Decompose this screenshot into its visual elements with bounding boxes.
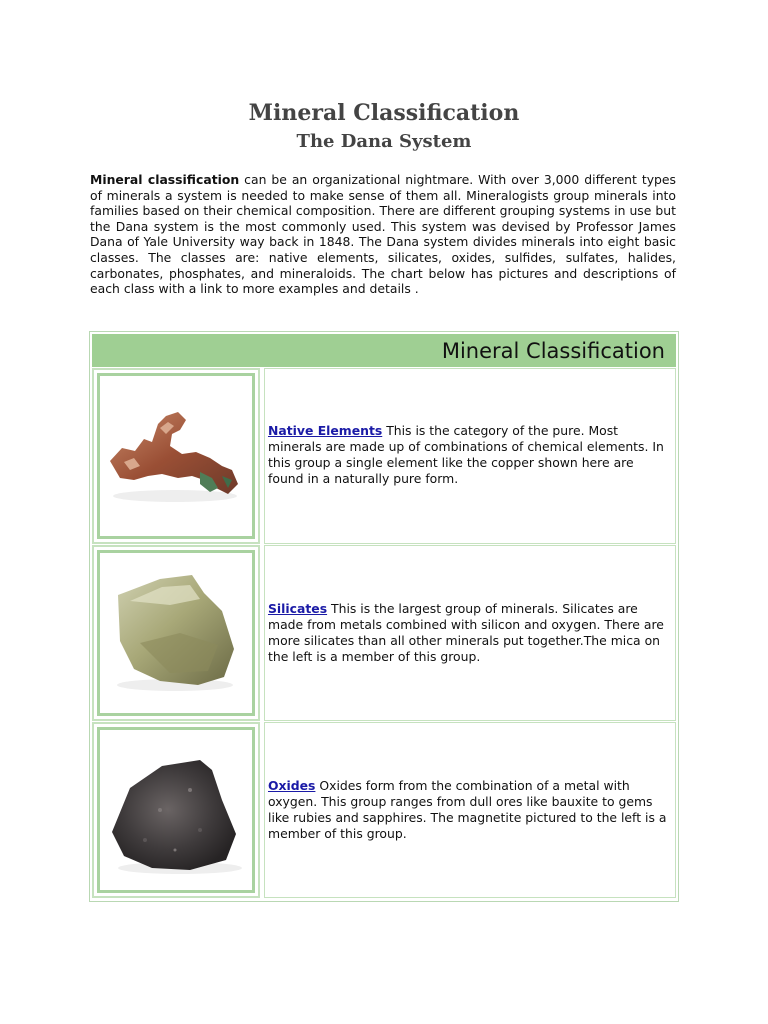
oxides-text-cell — [264, 722, 676, 898]
oxides-link[interactable]: Oxides — [268, 778, 316, 793]
magnetite-specimen-image — [100, 730, 250, 888]
mineral-classification-table — [89, 331, 679, 902]
mica-specimen-image — [100, 553, 250, 711]
native-elements-text: This is the category of the pure. Most minerals are made up of combinations of chemical elements. In this group a single element like the copper shown here are found in a naturally pure form. — [268, 423, 664, 486]
silicates-text: This is the largest group of minerals. Silicates are made from metals combined with silicon and oxygen. There are more silicates than all other minerals put together.The mica on the left is a member of this group. — [268, 601, 664, 664]
oxides-description — [268, 778, 669, 842]
native-elements-text-cell — [264, 368, 676, 544]
native-elements-image-cell — [92, 368, 260, 544]
image-frame — [97, 727, 255, 893]
table-header-title: Mineral Classification — [441, 339, 665, 363]
intro-text: can be an organizational nightmare. With over 3,000 different types of minerals a system is needed to make sense of them all. Mineralogists group minerals into families based on their chemical composition. There are different grouping systems in use but the Dana system is the most commonly used. This system was devised by Professor James Dana of Yale University way back in 1848. The Dana system divides minerals into eight basic classes. The classes are: native elements, silicates, oxides, sulfides, sulfates, halides, carbonates, phosphates, and mineraloids. The chart below has pictures and descriptions of each class with a link to more examples and details . — [90, 172, 676, 297]
silicates-text-cell — [264, 545, 676, 721]
silicates-link[interactable]: Silicates — [268, 601, 328, 616]
native-elements-link[interactable]: Native Elements — [268, 423, 383, 438]
table-header — [92, 334, 676, 367]
copper-specimen-image — [100, 376, 250, 534]
silicates-description — [268, 601, 669, 665]
image-frame — [97, 373, 255, 539]
page-title: Mineral Classification — [248, 100, 520, 126]
intro-bold-term: Mineral classification — [90, 172, 240, 187]
oxides-text: Oxides form from the combination of a metal with oxygen. This group ranges from dull ores like bauxite to gems like rubies and sapphires. The magnetite pictured to the left is a member of this group. — [268, 778, 667, 841]
native-elements-description — [268, 423, 669, 487]
oxides-image-cell — [92, 722, 260, 898]
intro-paragraph — [90, 172, 676, 297]
image-frame — [97, 550, 255, 716]
silicates-image-cell — [92, 545, 260, 721]
page-subtitle: The Dana System — [296, 131, 472, 152]
